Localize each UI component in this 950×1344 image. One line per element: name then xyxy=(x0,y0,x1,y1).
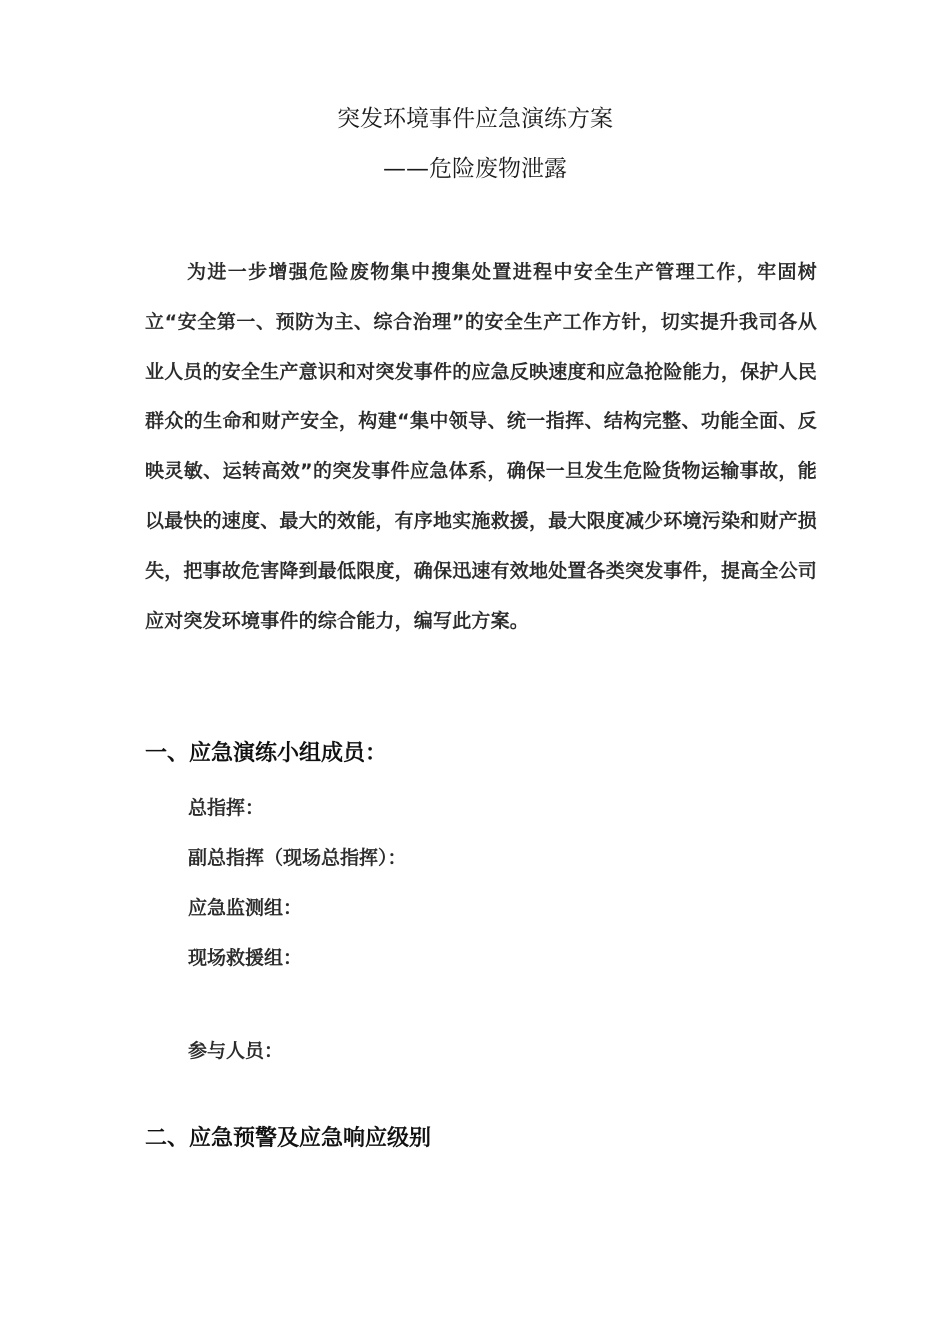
member-deputy-commander: 副总指挥（现场总指挥）： xyxy=(188,847,407,869)
document-title: 突发环境事件应急演练方案 xyxy=(337,106,613,132)
document-subtitle: ——危险废物泄露 xyxy=(383,156,567,182)
member-monitoring-group: 应急监测组： xyxy=(188,897,303,919)
member-rescue-group: 现场救援组： xyxy=(188,947,303,969)
section-heading-members: 一、应急演练小组成员： xyxy=(145,741,388,766)
intro-paragraph: 为进一步增强危险废物集中搜集处置进程中安全生产管理工作，牢固树立“安全第一、预防为主、综合治理”的安全生产工作方针，切实提升我司各从业人员的安全生产意识和对突发事件的应急反映速度和应急抢险能力，保护人民群众的生命和财产安全，构建“集中领导、统一指挥、结构完整、功能全面、反映灵敏、运转高效”的突发事件应急体系，确保一旦发生危险货物运输事故，能以最快的速度、最大的效能，有序地实施救援，最大限度减少环境污染和财产损失，把事故危害降到最低限度，确保迅速有效地处置各类突发事件，提高全公司应对突发环境事件的综合能力，编写此方案。 xyxy=(145,261,818,632)
member-participants: 参与人员： xyxy=(188,1040,284,1062)
member-commander: 总指挥： xyxy=(188,797,265,819)
section-heading-warning-levels: 二、应急预警及应急响应级别 xyxy=(145,1126,432,1151)
